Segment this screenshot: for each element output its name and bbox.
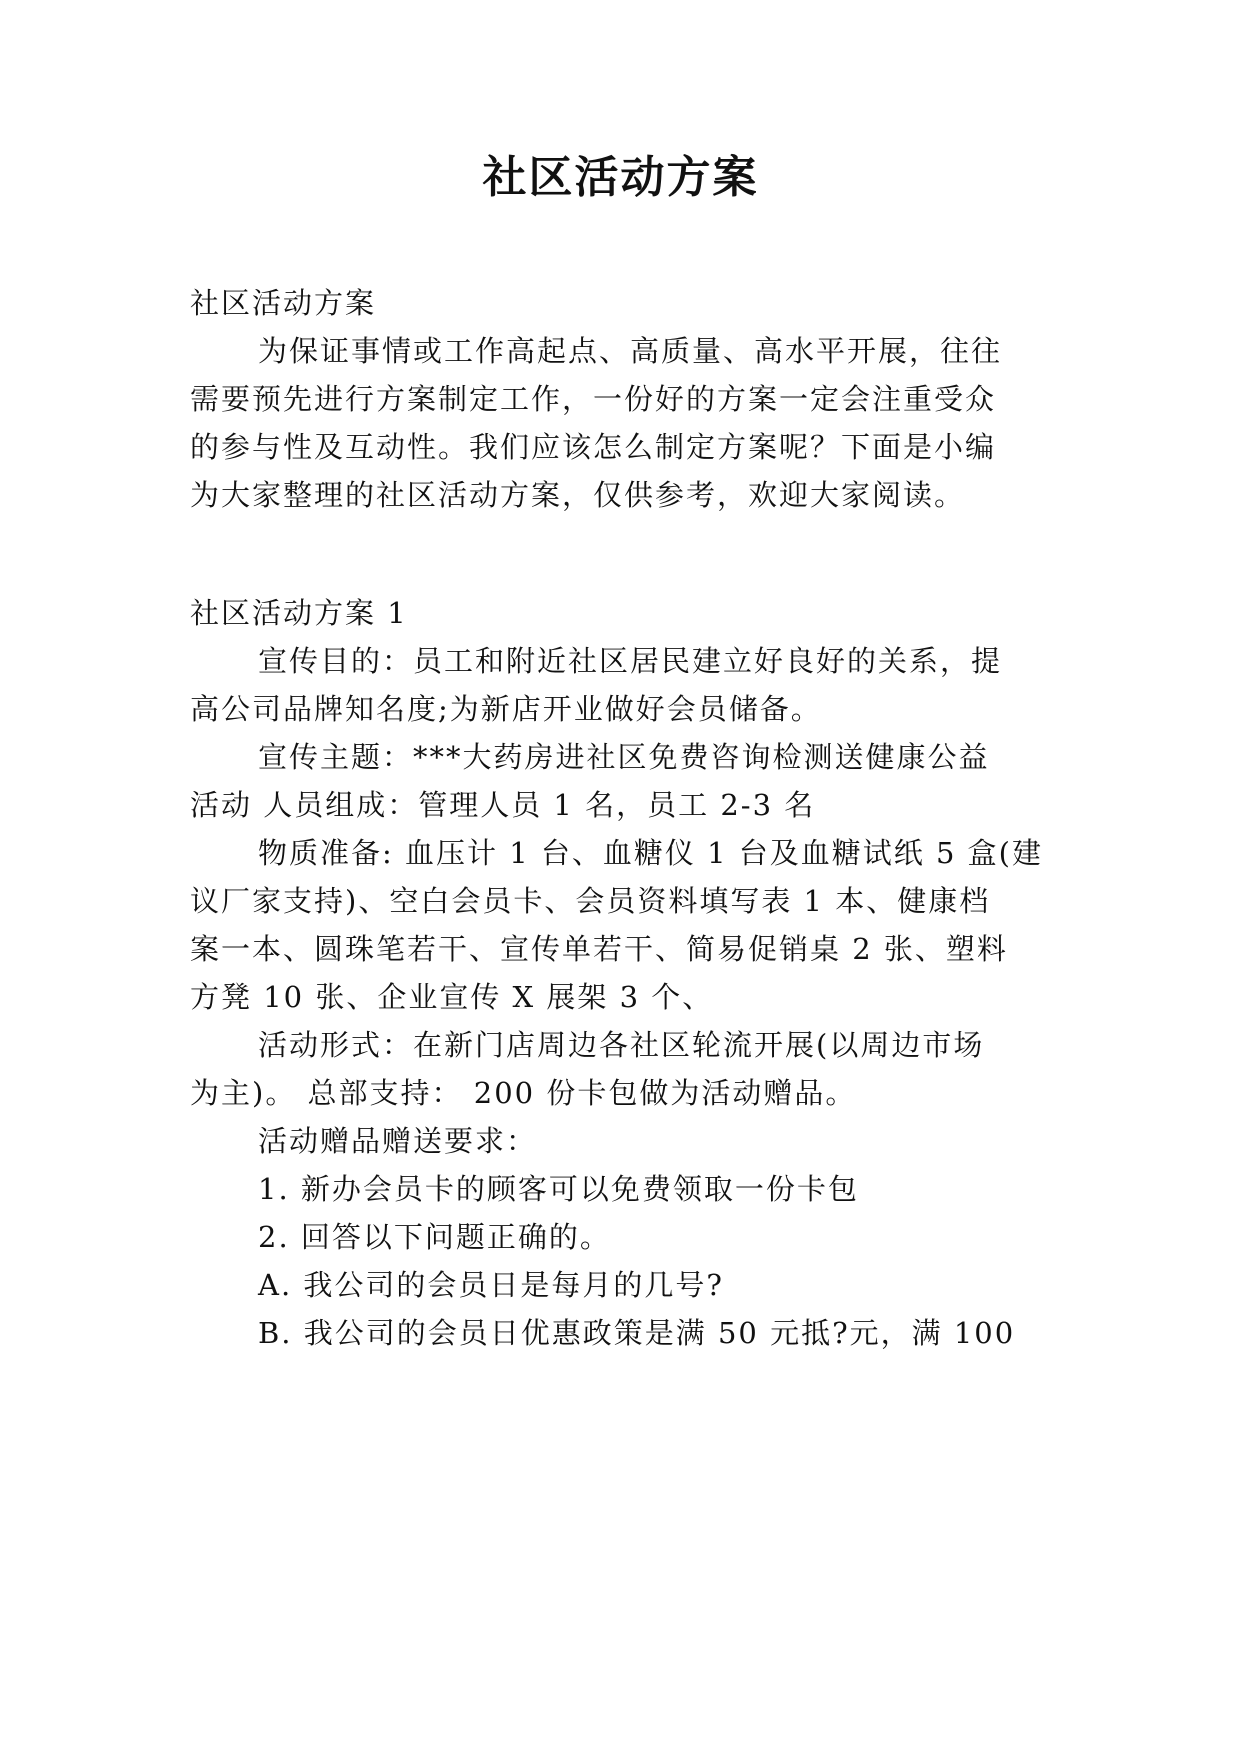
intro-line-3: 的参与性及互动性。我们应该怎么制定方案呢？下面是小编: [190, 430, 997, 464]
purpose-line-2: 高公司品牌知名度;为新店开业做好会员储备。: [190, 692, 822, 726]
heading-line: 社区活动方案: [190, 286, 377, 320]
theme-line-1: 宣传主题：***大药房进社区免费咨询检测送健康公益: [258, 740, 990, 774]
list-item-a: A. 我公司的会员日是每月的几号?: [258, 1268, 724, 1302]
format-line-1: 活动形式：在新门店周边各社区轮流开展(以周边市场: [258, 1028, 985, 1062]
format-line-2: 为主)。 总部支持： 200 份卡包做为活动赠品。: [190, 1076, 857, 1110]
list-item-2: 2. 回答以下问题正确的。: [258, 1220, 611, 1254]
theme-line-2: 活动 人员组成：管理人员 1 名，员工 2-3 名: [190, 788, 816, 822]
materials-line-3: 案一本、圆珠笔若干、宣传单若干、简易促销桌 2 张、塑料: [190, 932, 1008, 966]
list-item-b: B. 我公司的会员日优惠政策是满 50 元抵?元，满 100: [258, 1316, 1016, 1350]
section-heading-1: 社区活动方案 1: [190, 596, 408, 630]
materials-line-2: 议厂家支持)、空白会员卡、会员资料填写表 1 本、健康档: [190, 884, 991, 918]
intro-line-4: 为大家整理的社区活动方案，仅供参考，欢迎大家阅读。: [190, 478, 966, 512]
intro-line-2: 需要预先进行方案制定工作，一份好的方案一定会注重受众: [190, 382, 997, 416]
document-body: [190, 286, 1056, 1351]
purpose-line-1: 宣传目的：员工和附近社区居民建立好良好的关系，提: [258, 644, 1003, 678]
gift-requirements-line: 活动赠品赠送要求：: [258, 1124, 538, 1158]
list-item-1: 1. 新办会员卡的顾客可以免费领取一份卡包: [258, 1172, 859, 1206]
intro-line-1: 为保证事情或工作高起点、高质量、高水平开展，往往: [258, 334, 1003, 368]
document-title: 社区活动方案: [482, 152, 759, 203]
materials-line-4: 方凳 10 张、企业宣传 X 展架 3 个、: [190, 980, 714, 1014]
materials-line-1: 物质准备: 血压计 1 台、血糖仪 1 台及血糖试纸 5 盒(建: [258, 836, 1043, 870]
